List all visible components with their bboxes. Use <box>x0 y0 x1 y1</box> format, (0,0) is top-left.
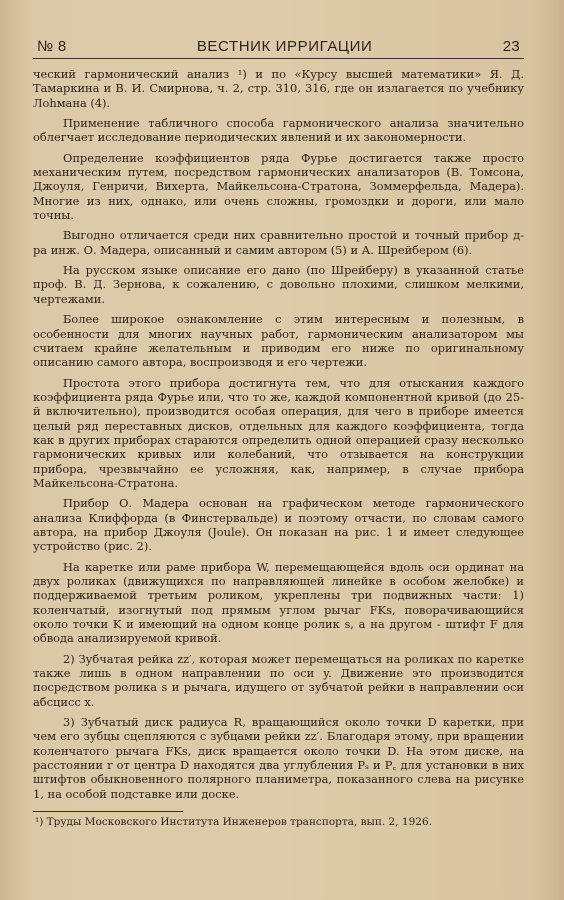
paragraph: 2) Зубчатая рейка zz′, которая может перемещаться на роликах по каретке также лишь в одном направлении по оси y. Движение это производится посредством ролика s и рычага, идущего от зубчатой рейки в направлении оси абсцисс x. <box>33 651 524 709</box>
paragraph: На русском языке описание его дано (по Шрейберу) в указанной статье проф. В. Д. Зернова, к сожалению, с довольно плохими, слишком мелкими, чертежами. <box>33 263 524 306</box>
article-body <box>33 67 524 801</box>
issue-number: № 8 <box>37 38 67 55</box>
paragraph: ческий гармонический анализ ¹) и по «Курсу высшей математики» Я. Д. Тамаркина и В. И. Смирнова, ч. 2, стр. 310, 316, где он излагается по учебнику Лоһмана (4). <box>33 67 524 110</box>
running-header <box>33 38 524 59</box>
paragraph: 3) Зубчатый диск радиуса R, вращающийся около точки D каретки, при чем его зубцы сцепляются с зубцами рейки zz′. Благодаря этому, при вращении коленчатого рычага FKs, диск вращается около точки D. На этом диске, на расстоянии r от центра D находятся два углубления Pₛ и P꜀ для установки в них штифтов обыкновенного полярного планиметра, показанного слева на рисунке 1, на особой подставке или доске. <box>33 715 524 801</box>
paragraph: Более широкое ознакомление с этим интересным и полезным, в особенности для многих научных работ, гармоническим анализатором мы считаем крайне желательным и приводим его ниже по оригинальному описанию самого автора, воспроизводя и его чертежи. <box>33 312 524 370</box>
footnote: ¹) Труды Московского Института Инженеров транспорта, вып. 2, 1926. <box>35 816 432 829</box>
paragraph: Выгодно отличается среди них сравнительно простой и точный прибор д-ра инж. О. Мадера, описанный и самим автором (5) и А. Шрейбером (6). <box>33 228 524 257</box>
paragraph: Прибор О. Мадера основан на графическом методе гармонического анализа Клиффорда (в Финстервальде) и поэтому отчасти, по словам самого автора, на прибор Джоуля (Joule). Он показан на рис. 1 и имеет следующее устройство (рис. 2). <box>33 496 524 554</box>
page-number: 23 <box>502 38 520 55</box>
paragraph: На каретке или раме прибора W, перемещающейся вдоль оси ординат на двух роликах (движущихся по направляющей линейке в особом желобке) и поддерживаемой третьим роликом, укреплены три подвижных части: 1) коленчатый, изогнутый под прямым углом рычаг FKs, поворачивающийся около точки K и имеющий на одном конце ролик s, а на другом - штифт F для обвода анализируемой кривой. <box>33 559 524 646</box>
paragraph: Простота этого прибора достигнута тем, что для отыскания каждого коэффициента ряда Фурье или, что то же, каждой компонентной кривой (до 25-й включительно), производится особая операция, для чего в приборе имеется целый ряд переставных дисков, отдельных для каждого коэффициента, тогда как в других приборах стараются определить одной операцией сразу несколько гармонических кривых или колебаний, что отзывается на конструкции прибора, чрезвычайно ее усложняя, как, например, в случае прибора Майкельсона-Стратона. <box>33 375 524 490</box>
journal-title: ВЕСТНИК ИРРИГАЦИИ <box>196 38 373 55</box>
footnote-divider <box>33 811 183 812</box>
paragraph: Применение табличного способа гармонического анализа значительно облегчает исследование периодических явлений и их закономерности. <box>33 116 524 145</box>
paragraph: Определение коэффициентов ряда Фурье достигается также просто механическим путем, посредством гармонических анализаторов (В. Томсона, Джоуля, Генричи, Вихерта, Майкельсона-Стратона, Зоммерфельда, Мадера). Многие из них, однако, или очень сложны, громоздки и дороги, или мало точны. <box>33 150 524 223</box>
